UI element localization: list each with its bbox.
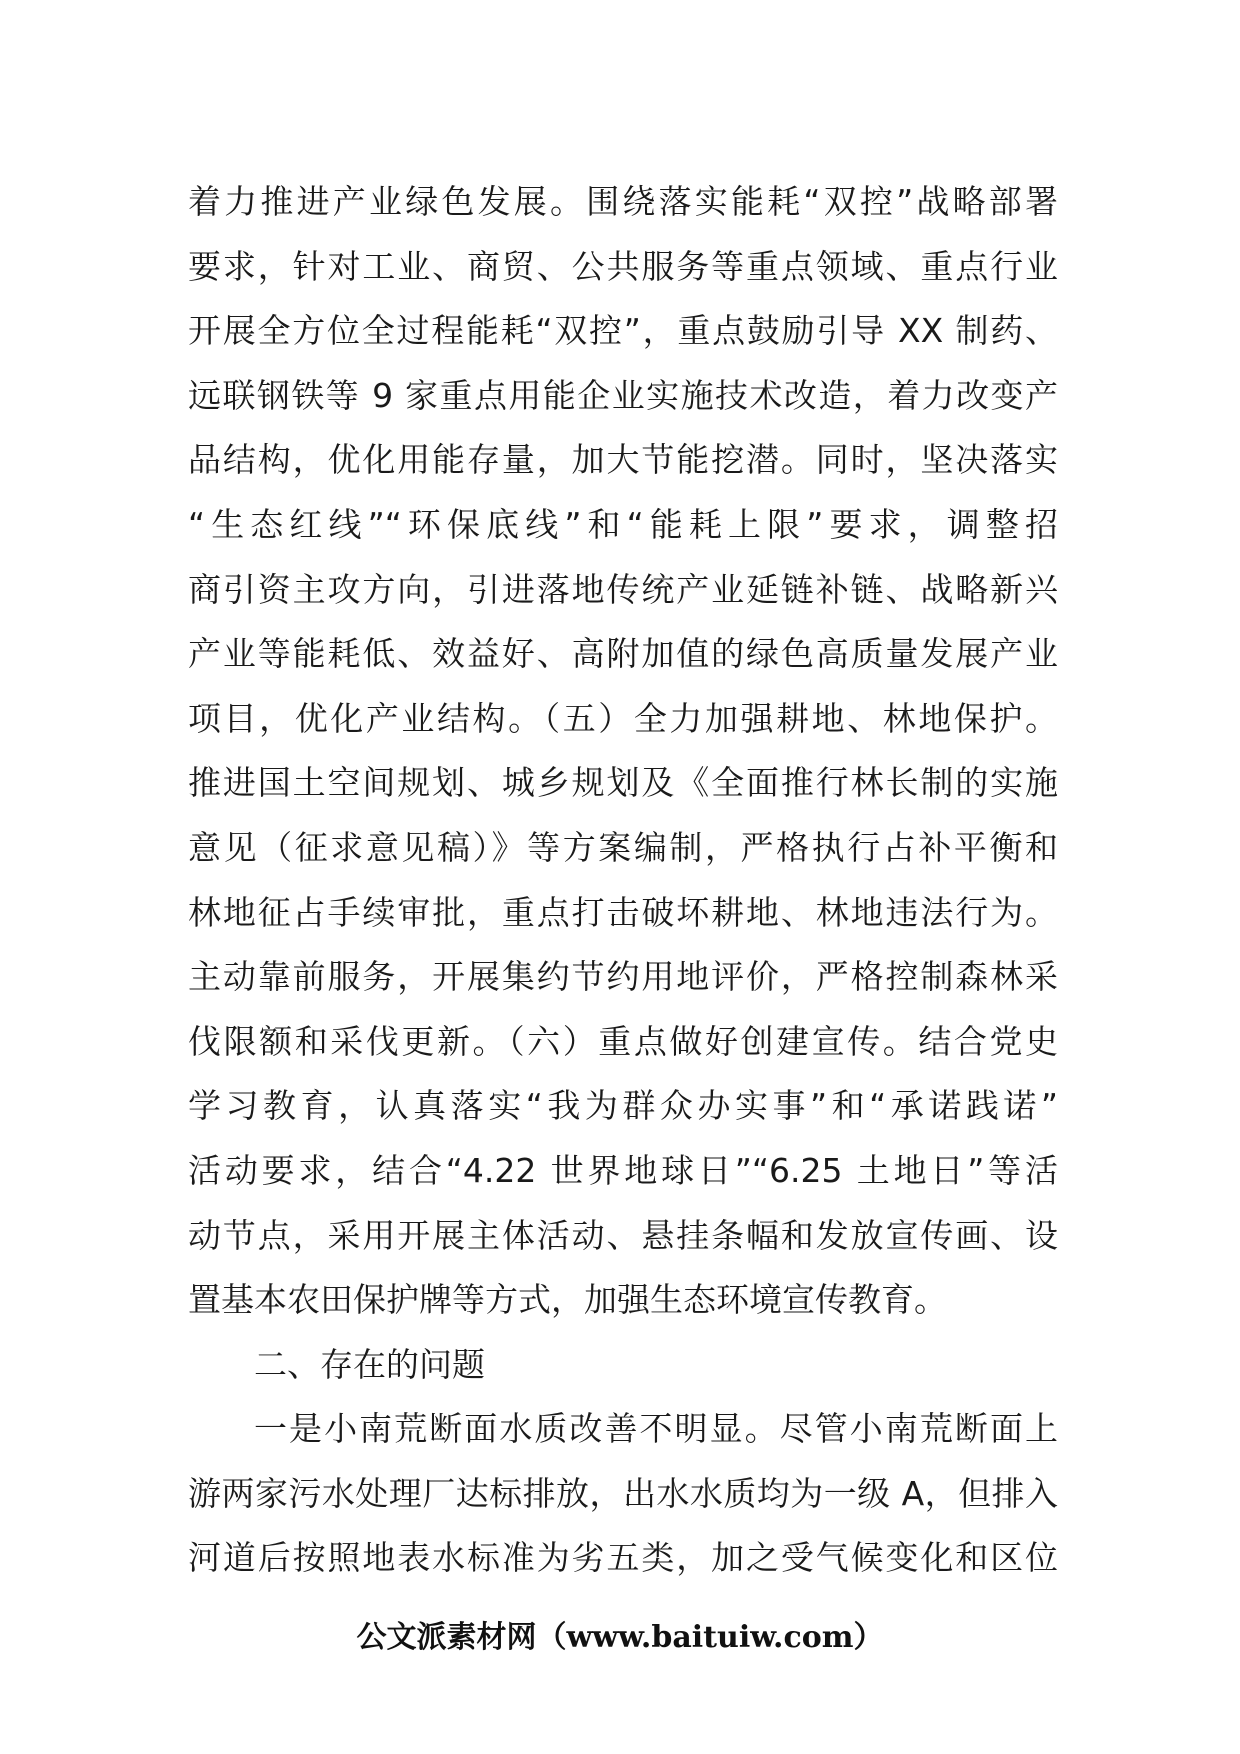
text-line: 置基本农田保护牌等方式，加强生态环境宣传教育。 (188, 1280, 947, 1320)
section-heading: 二、存在的问题 (254, 1344, 485, 1384)
text-line: 伐限额和采伐更新。（六）重点做好创建宣传。结合党史 (188, 1021, 1058, 1061)
text-line: 主动靠前服务，开展集约节约用地评价，严格控制森林采 (188, 957, 1058, 997)
text-line: “生态红线”“环保底线”和“能耗上限”要求，调整招 (188, 504, 1058, 544)
paragraph-line: 游两家污水处理厂达标排放，出水水质均为一级 A，但排入 (188, 1473, 1058, 1513)
paragraph-line: 一是小南荒断面水质改善不明显。尽管小南荒断面上 (254, 1409, 1058, 1449)
text-line: 林地征占手续审批，重点打击破坏耕地、林地违法行为。 (188, 892, 1058, 932)
footer-watermark: 公文派素材网（www.baituiw.com） (356, 1620, 884, 1655)
text-line: 开展全方位全过程能耗“双控”，重点鼓励引导 XX 制药、 (188, 311, 1058, 351)
text-line: 项目，优化产业结构。（五）全力加强耕地、林地保护。 (188, 698, 1058, 738)
text-line: 学习教育，认真落实“我为群众办实事”和“承诺践诺” (188, 1086, 1058, 1126)
text-line: 商引资主攻方向，引进落地传统产业延链补链、战略新兴 (188, 569, 1058, 609)
text-line: 着力推进产业绿色发展。围绕落实能耗“双控”战略部署 (188, 182, 1058, 221)
text-line: 活动要求，结合“4.22 世界地球日”“6.25 土地日”等活 (188, 1150, 1058, 1190)
body-text (188, 170, 1058, 1591)
text-line: 推进国土空间规划、城乡规划及《全面推行林长制的实施 (188, 763, 1058, 803)
text-line: 意见（征求意见稿）》等方案编制，严格执行占补平衡和 (188, 827, 1058, 867)
text-line: 品结构，优化用能存量，加大节能挖潜。同时，坚决落实 (188, 440, 1058, 480)
paragraph-line: 河道后按照地表水标准为劣五类，加之受气候变化和区位 (188, 1538, 1058, 1578)
text-line: 要求，针对工业、商贸、公共服务等重点领域、重点行业 (188, 246, 1058, 286)
text-line: 产业等能耗低、效益好、高附加值的绿色高质量发展产业 (188, 634, 1058, 674)
text-line: 远联钢铁等 9 家重点用能企业实施技术改造，着力改变产 (188, 375, 1058, 415)
text-line: 动节点，采用开展主体活动、悬挂条幅和发放宣传画、设 (188, 1215, 1058, 1255)
